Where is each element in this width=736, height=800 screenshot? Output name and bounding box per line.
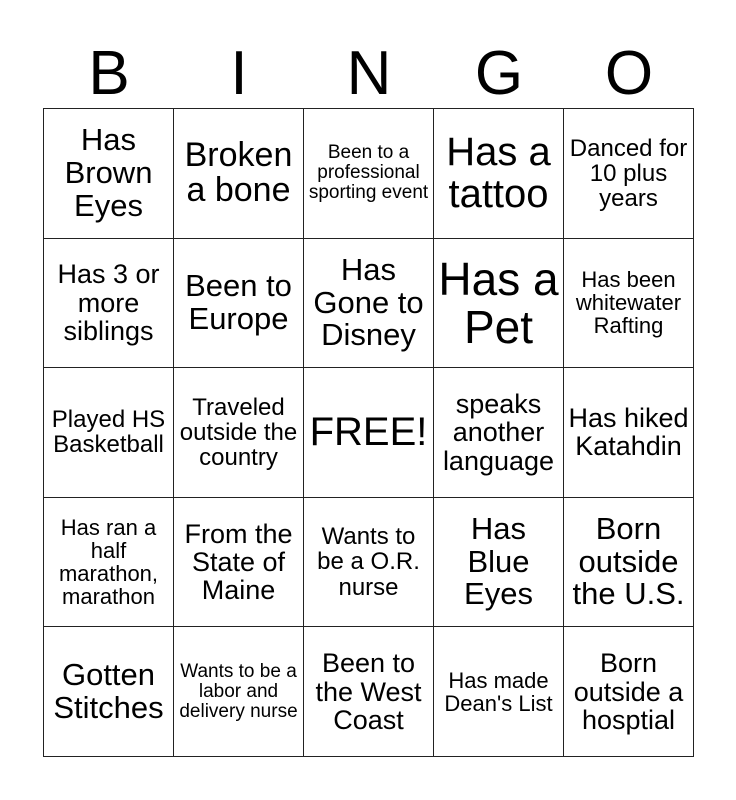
header-letter-g: G [474, 39, 524, 108]
header-letter-b: B [88, 39, 130, 108]
bingo-cell[interactable]: Wants to be a O.R. nurse [304, 497, 434, 627]
bingo-cell[interactable]: Has Brown Eyes [44, 109, 174, 239]
header-letter-i: I [230, 39, 248, 108]
bingo-cell[interactable]: Wants to be a labor and delivery nurse [174, 627, 304, 757]
bingo-row [44, 368, 694, 498]
bingo-cell[interactable]: Played HS Basketball [44, 368, 174, 498]
free-space[interactable]: FREE! [304, 368, 434, 498]
bingo-row [44, 109, 694, 239]
bingo-cell[interactable]: Has hiked Katahdin [564, 368, 694, 498]
bingo-cell[interactable]: Traveled outside the country [174, 368, 304, 498]
bingo-cell[interactable]: Born outside a hosptial [564, 627, 694, 757]
bingo-cell[interactable]: From the State of Maine [174, 497, 304, 627]
bingo-cell[interactable]: speaks another language [434, 368, 564, 498]
bingo-card [43, 108, 694, 757]
bingo-cell[interactable]: Has a tattoo [434, 109, 564, 239]
bingo-cell[interactable]: Been to the West Coast [304, 627, 434, 757]
bingo-row [44, 627, 694, 757]
bingo-cell[interactable]: Has ran a half marathon, marathon [44, 497, 174, 627]
bingo-cell[interactable]: Has made Dean's List [434, 627, 564, 757]
bingo-cell[interactable]: Broken a bone [174, 109, 304, 239]
bingo-cell[interactable]: Has Blue Eyes [434, 497, 564, 627]
bingo-row [44, 238, 694, 368]
bingo-cell[interactable]: Been to Europe [174, 238, 304, 368]
bingo-cell[interactable]: Has been whitewater Rafting [564, 238, 694, 368]
header-letter-o: O [604, 39, 654, 108]
bingo-cell[interactable]: Has a Pet [434, 238, 564, 368]
bingo-row [44, 497, 694, 627]
bingo-header [44, 40, 694, 108]
bingo-cell[interactable]: Has Gone to Disney [304, 238, 434, 368]
bingo-cell[interactable]: Has 3 or more siblings [44, 238, 174, 368]
header-letter-n: N [346, 39, 392, 108]
bingo-cell[interactable]: Danced for 10 plus years [564, 109, 694, 239]
bingo-cell[interactable]: Born outside the U.S. [564, 497, 694, 627]
bingo-cell[interactable]: Gotten Stitches [44, 627, 174, 757]
bingo-cell[interactable]: Been to a professional sporting event [304, 109, 434, 239]
